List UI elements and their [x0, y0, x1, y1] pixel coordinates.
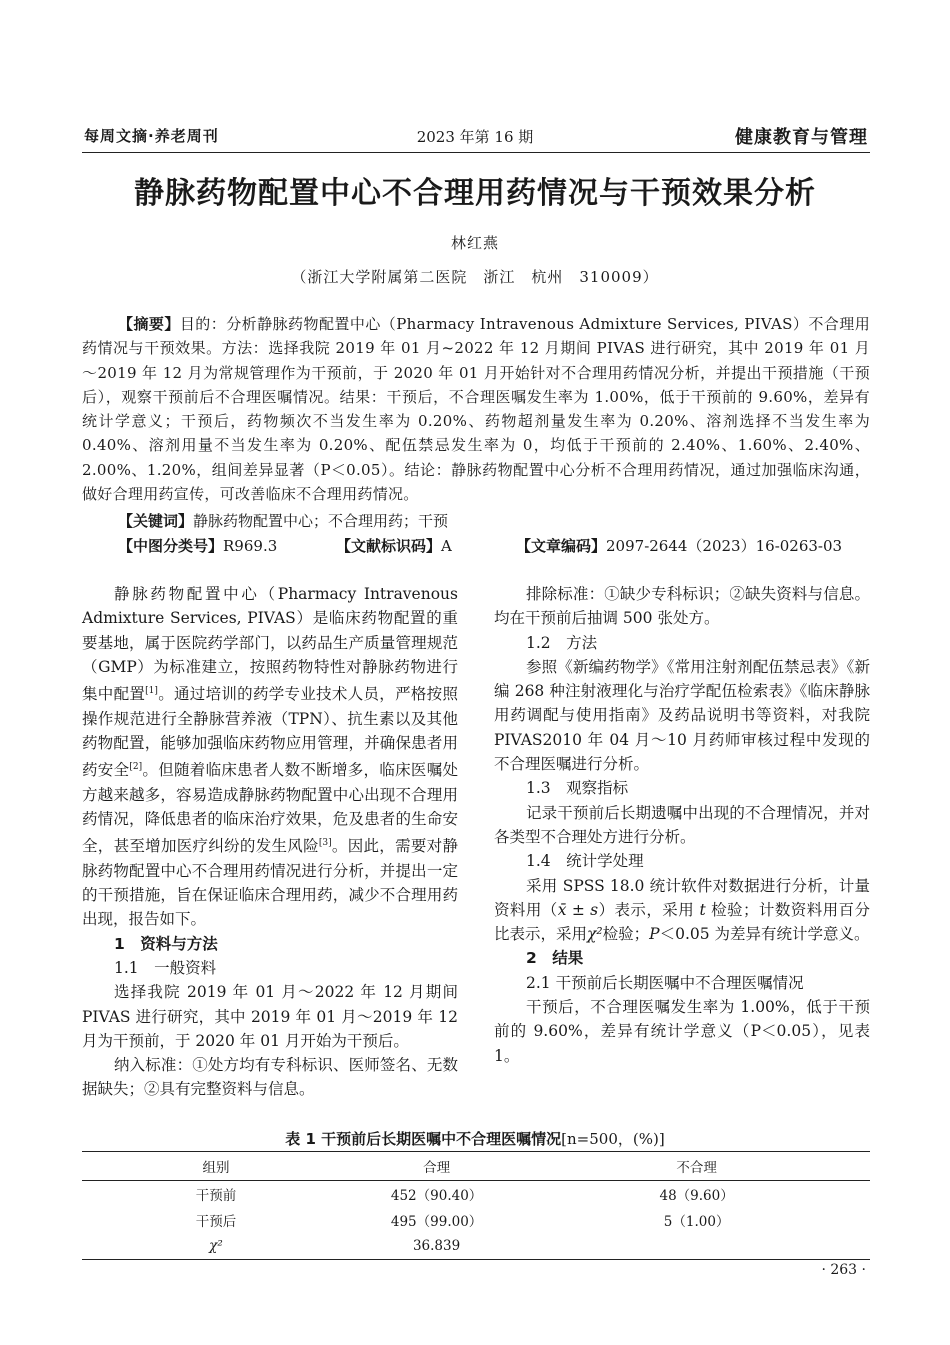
- table-row: [82, 1233, 870, 1260]
- subheading-1-4: 1.4 统计学处理: [526, 852, 644, 871]
- table-cell: χ²: [209, 1238, 223, 1254]
- col-header-rational: 合理: [350, 1152, 523, 1181]
- abstract-label: 【摘要】: [118, 315, 180, 333]
- ref-3: [3]: [318, 838, 332, 849]
- table-row: [82, 1207, 870, 1233]
- issue-label: 2023 年第 16 期: [416, 128, 534, 146]
- section-heading-2: 2 结果: [526, 949, 584, 968]
- paragraph-exclusion: 排除标准：①缺少专科标识；②缺失资料与信息。均在干预前后抽调 500 张处方。: [494, 585, 870, 628]
- page-number: · 263 ·: [821, 1262, 866, 1278]
- paragraph-1-1: 选择我院 2019 年 01 月～2022 年 12 月期间 PIVAS 进行研究，其中 2019 年 01 月～2019 年 12 月为干预前，于 2020 年 01 月开始为干预后。: [82, 983, 458, 1050]
- keywords: 静脉药物配置中心；不合理用药；干预: [193, 512, 449, 530]
- paragraph-method: 参照《新编药物学》《常用注射剂配伍禁忌表》《新编 268 种注射液理化与治疗学配伍检索表》《临床静脉用药调配与使用指南》及药品说明书等资料，对我院 PIVAS2010 年 04 月～10 月药师审核过程中发现的不合理医嘱进行分析。: [494, 657, 870, 774]
- journal-name: 每周文摘·养老周刊: [84, 127, 219, 145]
- table-cell: 48（9.60）: [659, 1188, 734, 1204]
- abstract: [82, 312, 870, 506]
- clc-value: R969.3: [223, 537, 278, 555]
- classification-line: [118, 535, 878, 556]
- article-title: 静脉药物配置中心不合理用药情况与干预效果分析: [134, 176, 816, 211]
- table-cell: 干预后: [195, 1214, 237, 1230]
- clc-label: 【中图分类号】: [118, 537, 224, 555]
- paragraph-indicators: 记录干预前后长期遗嘱中出现的不合理情况，并对各类型不合理处方进行分析。: [494, 803, 870, 846]
- article-no-value: 2097-2644（2023）16-0263-03: [606, 537, 843, 555]
- ref-2: [2]: [129, 762, 143, 773]
- col-header-irrational: 不合理: [523, 1152, 870, 1181]
- right-column: [494, 582, 870, 1068]
- keywords-label: 【关键词】: [118, 512, 194, 530]
- header-rule: [82, 152, 870, 153]
- subheading-1-1: 1.1 一般资料: [114, 958, 217, 977]
- col-header-group: 组别: [82, 1152, 350, 1181]
- doc-label: 【文献标识码】: [336, 537, 442, 555]
- affiliation: （浙江大学附属第二医院 浙江 杭州 310009）: [291, 268, 659, 286]
- table-cell: 36.839: [412, 1238, 461, 1254]
- subheading-2-1: 2.1 干预前后长期医嘱中不合理医嘱情况: [526, 973, 804, 992]
- intro-paragraph: 静脉药物配置中心（Pharmacy Intravenous Admixture Services, PIVAS）是临床药物配置的重要基地，属于医院药学部门，以药品生产质量管理规范（GMP）为标准建立，按照药物特性对静脉药物进行集中配置[1]。通过培训的药学专业技术人员，严格按照操作规范进行全静脉营养液（TPN）、抗生素以及其他药物配置，能够加强临床药物应用管理，并确保患者用药安全[2]。但随着临床患者人数不断增多，临床医嘱处方越来越多，容易造成静脉药物配置中心出现不合理用药情况，降低患者的临床治疗效果，危及患者的生命安全，甚至增加医疗纠纷的发生风险[3]。因此，需要对静脉药物配置中心不合理用药情况进行分析，并提出一定的干预措施，旨在保证临床合理用药，减少不合理用药出现，报告如下。: [82, 585, 458, 929]
- paragraph-statistics: 采用 SPSS 18.0 统计软件对数据进行分析，计量资料用（x̄ ± s）表示，采用 t 检验；计数资料用百分比表示，采用χ²检验；P＜0.05 为差异有统计学意义。: [494, 876, 870, 944]
- subheading-1-2: 1.2 方法: [526, 633, 598, 652]
- keywords-line: [118, 510, 448, 531]
- table-cell: 452（90.40）: [390, 1188, 483, 1204]
- article-no-label: 【文章编码】: [516, 537, 607, 555]
- table-title: 表 1 干预前后长期医嘱中不合理医嘱情况[n=500，(%)]: [285, 1130, 665, 1148]
- table-cell: [523, 1233, 870, 1260]
- table-row: [82, 1181, 870, 1208]
- paragraph-results: 干预后，不合理医嘱发生率为 1.00%，低于干预前的 9.60%，差异有统计学意义（P＜0.05），见表 1。: [494, 998, 870, 1065]
- table-header-row: [82, 1152, 870, 1181]
- data-table: [82, 1151, 870, 1260]
- section-label: 健康教育与管理: [735, 127, 868, 148]
- subheading-1-3: 1.3 观察指标: [526, 779, 629, 798]
- ref-1: [1]: [145, 686, 158, 697]
- doc-value: A: [441, 537, 452, 555]
- table-cell: 5（1.00）: [663, 1214, 730, 1230]
- author: 林红燕: [450, 234, 499, 252]
- paragraph-inclusion: 纳入标准：①处方均有专科标识、医师签名、无数据缺失；②具有完整资料与信息。: [82, 1056, 458, 1099]
- abstract-text: 目的：分析静脉药物配置中心（Pharmacy Intravenous Admixture Services, PIVAS）不合理用药情况与干预效果。方法：选择我院 2019 年 01 月~2022 年 12 月期间 PIVAS 进行研究，其中 2019 年 01 月～2019 年 12 月为常规管理作为干预前，于 2020 年 01 月开始针对不合理用药情况分析，并提出干预措施（干预后），观察干预前后不合理医嘱情况。结果：干预后，不合理医嘱发生率为 1.00%，低于干预前的 9.60%，差异有统计学意义；干预后，药物频次不当发生率为 0.20%、药物超剂量发生率为 0.20%、溶剂选择不当发生率为 0.40%、溶剂用量不当发生率为 0.20%、配伍禁忌发生率为 0，均低于干预前的 2.40%、1.60%、2.40%、2.00%、1.20%，组间差异显著（P＜0.05）。结论：静脉药物配置中心分析不合理用药情况，通过加强临床沟通，做好合理用药宣传，可改善临床不合理用药情况。: [82, 315, 871, 504]
- table-cell: 干预前: [195, 1188, 237, 1204]
- table-cell: 495（99.00）: [390, 1214, 483, 1230]
- left-column: [82, 582, 458, 1102]
- section-heading-1: 1 资料与方法: [114, 934, 218, 953]
